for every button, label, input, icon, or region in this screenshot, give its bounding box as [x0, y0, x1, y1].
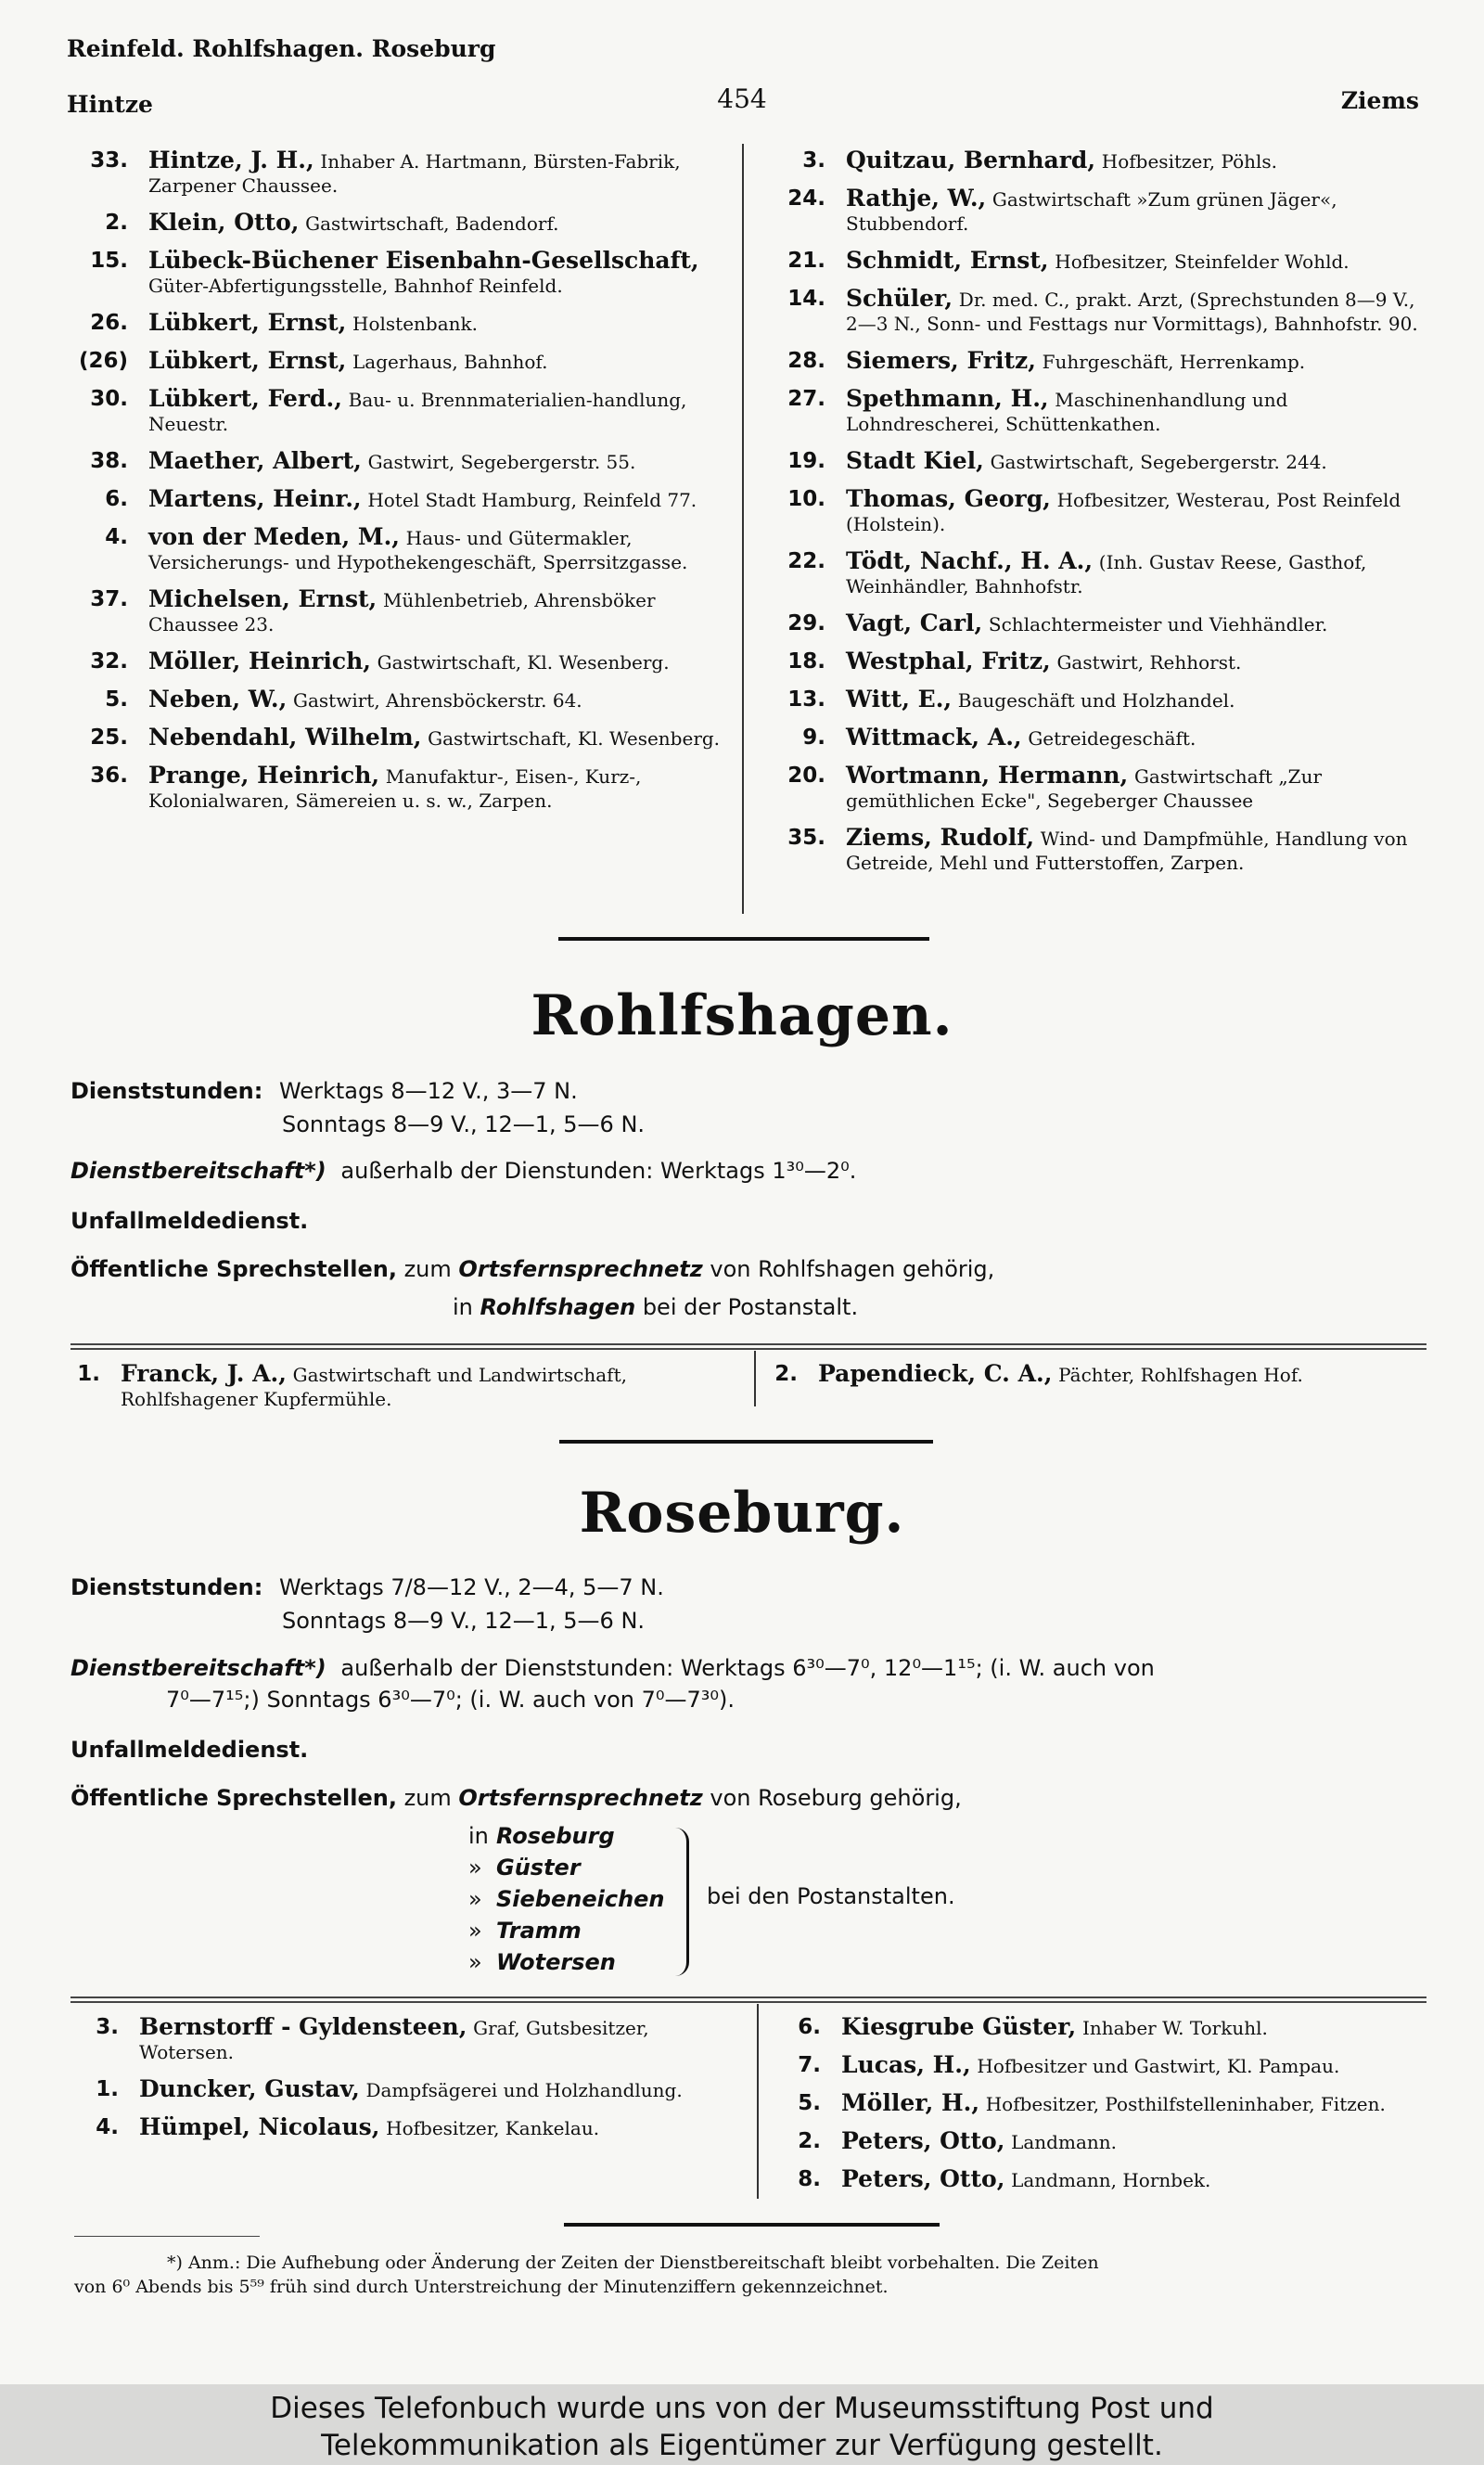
- entry-body: [100, 1362, 733, 1411]
- table-rule: [70, 1996, 1426, 1998]
- listing-entry: [72, 725, 722, 751]
- roseburg-bereitschaft-line1: außerhalb der Dienststunden: Werktags 6³⁰—7⁰, 12⁰—1¹⁵; (i. W. auch von: [340, 1655, 1155, 1681]
- entry-description: Landmann, Hornbek.: [1011, 2169, 1211, 2191]
- table-rule: [70, 1343, 1426, 1345]
- entry-number: 7.: [798, 2053, 821, 2077]
- listing-entry: [770, 287, 1423, 336]
- entry-description: Haus- und Gütermakler, Versicherungs- und Hypothekengeschäft, Sperrsitzgasse.: [148, 527, 688, 573]
- listing-entry: [770, 349, 1423, 374]
- listing-entry: [770, 649, 1423, 674]
- entry-name: Maether, Albert,: [148, 447, 362, 474]
- roseburg-right-column: [774, 2015, 1428, 2205]
- entry-description: Getreidegeschäft.: [1028, 727, 1196, 750]
- entry-description: Baugeschäft und Holzhandel.: [957, 689, 1235, 712]
- entry-number: 33.: [90, 148, 128, 173]
- listing-entry: [72, 764, 722, 813]
- listing-entry: [72, 449, 722, 474]
- banner-line2: Telekommunikation als Eigentümer zur Verfügung gestellt.: [321, 2429, 1163, 2462]
- entry-body: [825, 387, 1423, 436]
- entry-body: [128, 725, 722, 751]
- footnote-rule: [74, 2236, 260, 2237]
- place-item: [468, 1883, 665, 1915]
- entry-body: [821, 2129, 1428, 2154]
- entry-number: 1.: [96, 2077, 119, 2101]
- listing-entry: [72, 387, 722, 436]
- listing-entry: [72, 349, 722, 374]
- place-prefix: »: [468, 1918, 482, 1944]
- entry-name: Siemers, Fritz,: [846, 347, 1036, 374]
- listing-entry: [72, 2077, 733, 2102]
- footnote-line2: von 6⁰ Abends bis 5⁵⁹ früh sind durch Unterstreichung der Minutenziffern gekennzeichnet.: [74, 2277, 889, 2297]
- entry-number: 25.: [90, 725, 128, 750]
- entry-body: [825, 249, 1423, 274]
- table-rule: [70, 2001, 1426, 2003]
- place-name: Tramm: [496, 1918, 582, 1944]
- entry-number: 13.: [787, 687, 825, 712]
- entry-number: 4.: [105, 525, 128, 549]
- entry-body: [128, 687, 722, 713]
- rohlfshagen-right-column: [770, 1362, 1430, 1400]
- entry-description: Gastwirt, Ahrensböckerstr. 64.: [293, 689, 582, 712]
- rohlfshagen-title: Rohlfshagen.: [531, 983, 953, 1048]
- listing-entry: [770, 249, 1423, 274]
- entry-description: Bau- u. Brennmaterialien-handlung, Neuestr.: [148, 389, 687, 435]
- section-rule: [558, 937, 929, 941]
- entry-body: [128, 311, 722, 336]
- entry-number: 30.: [90, 387, 128, 411]
- entry-number: 20.: [787, 764, 825, 788]
- entry-number: 18.: [787, 649, 825, 674]
- place-prefix: »: [468, 1886, 482, 1912]
- entry-body: [128, 148, 722, 198]
- rohlfshagen-sprech-net: Ortsfernsprechnetz: [458, 1256, 703, 1282]
- entry-description: Gastwirt, Rehhorst.: [1056, 651, 1242, 674]
- entry-name: Hintze, J. H.,: [148, 147, 314, 173]
- entry-description: Holstenbank.: [352, 313, 478, 335]
- listing-entry: [770, 549, 1423, 598]
- column-divider: [757, 2004, 759, 2199]
- entry-body: [119, 2015, 733, 2064]
- place-name: Roseburg: [496, 1823, 615, 1849]
- entry-body: [128, 249, 722, 298]
- entry-number: 19.: [787, 449, 825, 473]
- header-places: Reinfeld. Rohlfshagen. Roseburg: [67, 35, 496, 62]
- entry-description: (Inh. Gustav Reese, Gasthof, Weinhändler, Bahnhofstr.: [846, 551, 1367, 597]
- entry-body: [119, 2115, 733, 2140]
- entry-body: [821, 2053, 1428, 2078]
- entry-name: Kiesgrube Güster,: [841, 2013, 1077, 2040]
- page-number: 454: [717, 83, 767, 114]
- entry-body: [128, 487, 722, 512]
- rohlfshagen-bereitschaft-text: außerhalb der Dienstunden: Werktags 1³⁰—2⁰.: [340, 1158, 857, 1184]
- listing-entry: [72, 211, 722, 236]
- entry-description: Graf, Gutsbesitzer, Wotersen.: [139, 2017, 649, 2063]
- entry-description: Mühlenbetrieb, Ahrensböker Chaussee 23.: [148, 589, 656, 636]
- roseburg-dienststunden-label: Dienststunden:: [70, 1574, 263, 1600]
- entry-name: Lübeck-Büchener Eisenbahn-Gesellschaft,: [148, 247, 699, 274]
- entry-name: Schüler,: [846, 285, 953, 312]
- entry-name: Spethmann, H.,: [846, 385, 1049, 412]
- entry-body: [821, 2091, 1428, 2116]
- entry-name: Papendieck, C. A.,: [818, 1360, 1053, 1387]
- entry-name: Vagt, Carl,: [846, 610, 983, 636]
- entry-number: 35.: [787, 826, 825, 850]
- listing-entry: [72, 2115, 733, 2140]
- rohlfshagen-sprech-a: zum: [403, 1256, 452, 1282]
- entry-number: 10.: [787, 487, 825, 511]
- entry-name: von der Meden, M.,: [148, 523, 400, 550]
- entry-description: Gastwirtschaft und Landwirtschaft, Rohlfshagener Kupfermühle.: [121, 1364, 627, 1410]
- entry-body: [825, 687, 1423, 713]
- rohlfshagen-left-column: [72, 1362, 733, 1424]
- place-item: [468, 1946, 665, 1978]
- rohlfshagen-sprech2-b: bei der Postanstalt.: [642, 1294, 859, 1320]
- place-item: [468, 1820, 665, 1852]
- listing-entry: [770, 764, 1423, 813]
- entry-name: Wittmack, A.,: [846, 724, 1022, 751]
- listing-entry: [72, 587, 722, 636]
- entry-name: Rathje, W.,: [846, 185, 987, 212]
- entry-name: Quitzau, Bernhard,: [846, 147, 1096, 173]
- entry-number: 22.: [787, 549, 825, 573]
- entry-name: Peters, Otto,: [841, 2127, 1005, 2154]
- rohlfshagen-sprech-b: von Rohlfshagen gehörig,: [710, 1256, 995, 1282]
- ownership-banner: [0, 2384, 1484, 2465]
- entry-body: [825, 148, 1423, 173]
- entry-body: [825, 449, 1423, 474]
- roseburg-sprech-b: von Roseburg gehörig,: [710, 1785, 962, 1811]
- entry-number: 2.: [105, 211, 128, 235]
- entry-name: Schmidt, Ernst,: [846, 247, 1049, 274]
- rohlfshagen-bereitschaft-label: Dienstbereitschaft*): [70, 1158, 326, 1184]
- roseburg-dienststunden-line2: Sonntags 8—9 V., 12—1, 5—6 N.: [282, 1608, 646, 1634]
- roseburg-bereitschaft-line2: 7⁰—7¹⁵;) Sonntags 6³⁰—7⁰; (i. W. auch von 7⁰—7³⁰).: [166, 1687, 736, 1713]
- header-right-name: Ziems: [1340, 87, 1419, 114]
- listing-entry: [72, 487, 722, 512]
- entry-description: Gastwirtschaft, Kl. Wesenberg.: [377, 651, 670, 674]
- listing-entry: [774, 2129, 1428, 2154]
- listing-entry: [774, 2015, 1428, 2040]
- listing-entry: [774, 2091, 1428, 2116]
- entry-description: Hofbesitzer, Steinfelder Wohld.: [1055, 250, 1350, 273]
- entry-name: Prange, Heinrich,: [148, 762, 380, 789]
- entry-number: 2.: [774, 1362, 798, 1386]
- entry-number: 6.: [105, 487, 128, 511]
- entry-name: Franck, J. A.,: [121, 1360, 287, 1387]
- entry-body: [128, 211, 722, 236]
- roseburg-sprech-net: Ortsfernsprechnetz: [458, 1785, 703, 1811]
- entry-number: (26): [78, 349, 128, 373]
- listing-entry: [770, 1362, 1430, 1387]
- place-item: [468, 1915, 665, 1946]
- entry-number: 14.: [787, 287, 825, 311]
- entry-body: [128, 587, 722, 636]
- table-rule: [70, 1348, 1426, 1350]
- listing-entry: [72, 649, 722, 674]
- entry-description: Hofbesitzer und Gastwirt, Kl. Pampau.: [977, 2055, 1340, 2077]
- place-prefix: »: [468, 1949, 482, 1975]
- entry-number: 3.: [802, 148, 825, 173]
- reinfeld-right-column: [770, 148, 1423, 888]
- entry-name: Neben, W.,: [148, 686, 288, 713]
- entry-name: Lucas, H.,: [841, 2051, 971, 2078]
- brace: [675, 1828, 689, 1976]
- place-name: Siebeneichen: [496, 1886, 665, 1912]
- entry-number: 36.: [90, 764, 128, 788]
- entry-body: [825, 725, 1423, 751]
- entry-description: Güter-Abfertigungsstelle, Bahnhof Reinfeld.: [148, 275, 563, 297]
- entry-name: Martens, Heinr.,: [148, 485, 362, 512]
- listing-entry: [72, 311, 722, 336]
- entry-description: Inhaber A. Hartmann, Bürsten-Fabrik, Zarpener Chaussee.: [148, 150, 681, 197]
- entry-body: [825, 826, 1423, 875]
- listing-entry: [770, 487, 1423, 536]
- place-prefix: »: [468, 1855, 482, 1881]
- entry-description: Schlachtermeister und Viehhändler.: [988, 613, 1328, 636]
- entry-name: Lübkert, Ernst,: [148, 309, 347, 336]
- place-item: [468, 1852, 665, 1883]
- entry-name: Wortmann, Hermann,: [846, 762, 1129, 789]
- listing-entry: [770, 387, 1423, 436]
- rohlfshagen-dienststunden-line2: Sonntags 8—9 V., 12—1, 5—6 N.: [282, 1111, 646, 1137]
- entry-number: 38.: [90, 449, 128, 473]
- listing-entry: [770, 148, 1423, 173]
- roseburg-dienststunden-line1: Werktags 7/8—12 V., 2—4, 5—7 N.: [278, 1574, 664, 1600]
- roseburg-unfall: Unfallmeldedienst.: [70, 1737, 309, 1763]
- entry-name: Thomas, Georg,: [846, 485, 1051, 512]
- entry-body: [128, 525, 722, 574]
- entry-description: Dampfsägerei und Holzhandlung.: [365, 2079, 683, 2101]
- entry-number: 24.: [787, 186, 825, 211]
- entry-number: 4.: [96, 2115, 119, 2139]
- entry-name: Klein, Otto,: [148, 209, 300, 236]
- entry-description: Hotel Stadt Hamburg, Reinfeld 77.: [367, 489, 697, 511]
- rohlfshagen-sprech-label: Öffentliche Sprechstellen,: [70, 1256, 397, 1282]
- listing-entry: [72, 249, 722, 298]
- entry-description: Lagerhaus, Bahnhof.: [352, 351, 548, 373]
- rohlfshagen-sprech2-a: in: [453, 1294, 473, 1320]
- listing-entry: [770, 611, 1423, 636]
- entry-name: Nebendahl, Wilhelm,: [148, 724, 422, 751]
- entry-number: 2.: [798, 2129, 821, 2153]
- entry-number: 3.: [96, 2015, 119, 2039]
- footnote: [74, 2251, 1428, 2299]
- listing-entry: [72, 525, 722, 574]
- entry-body: [825, 487, 1423, 536]
- entry-description: Hofbesitzer, Pöhls.: [1101, 150, 1278, 173]
- place-prefix: in: [468, 1823, 489, 1849]
- footnote-line1: *) Anm.: Die Aufhebung oder Änderung der Zeiten der Dienstbereitschaft bleibt vorbehalten. Die Zeiten: [167, 2253, 1099, 2273]
- entry-number: 8.: [798, 2167, 821, 2191]
- place-name: Wotersen: [496, 1949, 616, 1975]
- entry-number: 37.: [90, 587, 128, 611]
- entry-description: Inhaber W. Torkuhl.: [1081, 2017, 1268, 2039]
- entry-description: Manufaktur-, Eisen-, Kurz-, Kolonialwaren, Sämereien u. s. w., Zarpen.: [148, 765, 642, 812]
- roseburg-sprech-label: Öffentliche Sprechstellen,: [70, 1785, 397, 1811]
- entry-body: [825, 349, 1423, 374]
- entry-name: Möller, H.,: [841, 2089, 980, 2116]
- entry-body: [825, 764, 1423, 813]
- listing-entry: [770, 186, 1423, 236]
- listing-entry: [774, 2167, 1428, 2192]
- column-divider: [754, 1351, 756, 1406]
- section-rule: [564, 2223, 940, 2227]
- roseburg-places-list: [468, 1820, 665, 1978]
- reinfeld-left-column: [72, 148, 722, 826]
- place-name: Güster: [496, 1855, 581, 1881]
- entry-name: Möller, Heinrich,: [148, 648, 371, 674]
- entry-body: [128, 449, 722, 474]
- header-left-name: Hintze: [67, 91, 153, 118]
- roseburg-title: Roseburg.: [579, 1481, 905, 1546]
- entry-number: 1.: [77, 1362, 100, 1386]
- listing-entry: [770, 826, 1423, 875]
- entry-description: Gastwirtschaft, Badendorf.: [305, 212, 559, 235]
- listing-entry: [774, 2053, 1428, 2078]
- listing-entry: [72, 2015, 733, 2064]
- entry-description: Wind- und Dampfmühle, Handlung von Getreide, Mehl und Futterstoffen, Zarpen.: [846, 828, 1408, 874]
- entry-body: [119, 2077, 733, 2102]
- rohlfshagen-unfall: Unfallmeldedienst.: [70, 1208, 309, 1234]
- entry-body: [825, 611, 1423, 636]
- entry-description: Gastwirtschaft, Kl. Wesenberg.: [428, 727, 721, 750]
- entry-description: Dr. med. C., prakt. Arzt, (Sprechstunden 8—9 V., 2—3 N., Sonn- und Festtags nur Vormittags), Bahnhofstr. 90.: [846, 289, 1418, 335]
- entry-number: 27.: [787, 387, 825, 411]
- entry-description: Landmann.: [1011, 2131, 1117, 2153]
- rohlfshagen-dienststunden-line1: Werktags 8—12 V., 3—7 N.: [278, 1078, 578, 1104]
- rohlfshagen-dienststunden-label: Dienststunden:: [70, 1078, 263, 1104]
- entry-name: Tödt, Nachf., H. A.,: [846, 547, 1094, 574]
- roseburg-places-suffix: bei den Postanstalten.: [707, 1883, 955, 1909]
- entry-name: Ziems, Rudolf,: [846, 824, 1035, 851]
- entry-description: Gastwirtschaft »Zum grünen Jäger«, Stubbendorf.: [846, 188, 1337, 235]
- entry-body: [128, 349, 722, 374]
- entry-number: 29.: [787, 611, 825, 636]
- entry-description: Gastwirt, Segebergerstr. 55.: [367, 451, 636, 473]
- section-rule: [559, 1440, 933, 1444]
- listing-entry: [770, 725, 1423, 751]
- entry-name: Bernstorff - Gyldensteen,: [139, 2013, 467, 2040]
- entry-description: Pächter, Rohlfshagen Hof.: [1058, 1364, 1303, 1386]
- entry-number: 9.: [802, 725, 825, 750]
- entry-name: Stadt Kiel,: [846, 447, 984, 474]
- entry-body: [825, 549, 1423, 598]
- entry-number: 5.: [105, 687, 128, 712]
- entry-description: Hofbesitzer, Westerau, Post Reinfeld (Holstein).: [846, 489, 1401, 535]
- entry-body: [128, 649, 722, 674]
- listing-entry: [72, 148, 722, 198]
- entry-description: Maschinenhandlung und Lohndrescherei, Schüttenkathen.: [846, 389, 1288, 435]
- entry-body: [821, 2015, 1428, 2040]
- entry-number: 28.: [787, 349, 825, 373]
- entry-description: Gastwirtschaft „Zur gemüthlichen Ecke", Segeberger Chaussee: [846, 765, 1323, 812]
- entry-body: [825, 186, 1423, 236]
- entry-body: [825, 287, 1423, 336]
- entry-name: Peters, Otto,: [841, 2165, 1005, 2192]
- banner-line1: Dieses Telefonbuch wurde uns von der Museumsstiftung Post und: [270, 2392, 1214, 2425]
- roseburg-sprech-a: zum: [403, 1785, 452, 1811]
- entry-name: Duncker, Gustav,: [139, 2075, 360, 2102]
- entry-name: Lübkert, Ernst,: [148, 347, 347, 374]
- entry-number: 21.: [787, 249, 825, 273]
- entry-description: Gastwirtschaft, Segebergerstr. 244.: [990, 451, 1327, 473]
- entry-body: [128, 764, 722, 813]
- entry-name: Michelsen, Ernst,: [148, 585, 377, 612]
- column-divider: [742, 144, 744, 914]
- entry-body: [798, 1362, 1430, 1387]
- entry-name: Westphal, Fritz,: [846, 648, 1051, 674]
- entry-number: 6.: [798, 2015, 821, 2039]
- entry-name: Lübkert, Ferd.,: [148, 385, 342, 412]
- entry-name: Hümpel, Nicolaus,: [139, 2113, 380, 2140]
- entry-body: [128, 387, 722, 436]
- entry-body: [821, 2167, 1428, 2192]
- roseburg-bereitschaft-label: Dienstbereitschaft*): [70, 1655, 326, 1681]
- entry-number: 5.: [798, 2091, 821, 2115]
- entry-description: Hofbesitzer, Kankelau.: [386, 2117, 600, 2139]
- entry-name: Witt, E.,: [846, 686, 953, 713]
- roseburg-left-column: [72, 2015, 733, 2153]
- entry-description: Hofbesitzer, Posthilfstelleninhaber, Fitzen.: [985, 2093, 1386, 2115]
- entry-number: 15.: [90, 249, 128, 273]
- listing-entry: [770, 449, 1423, 474]
- entry-number: 32.: [90, 649, 128, 674]
- listing-entry: [72, 1362, 733, 1411]
- rohlfshagen-sprech2-place: Rohlfshagen: [480, 1294, 636, 1320]
- entry-number: 26.: [90, 311, 128, 335]
- listing-entry: [72, 687, 722, 713]
- entry-description: Fuhrgeschäft, Herrenkamp.: [1042, 351, 1306, 373]
- listing-entry: [770, 687, 1423, 713]
- entry-body: [825, 649, 1423, 674]
